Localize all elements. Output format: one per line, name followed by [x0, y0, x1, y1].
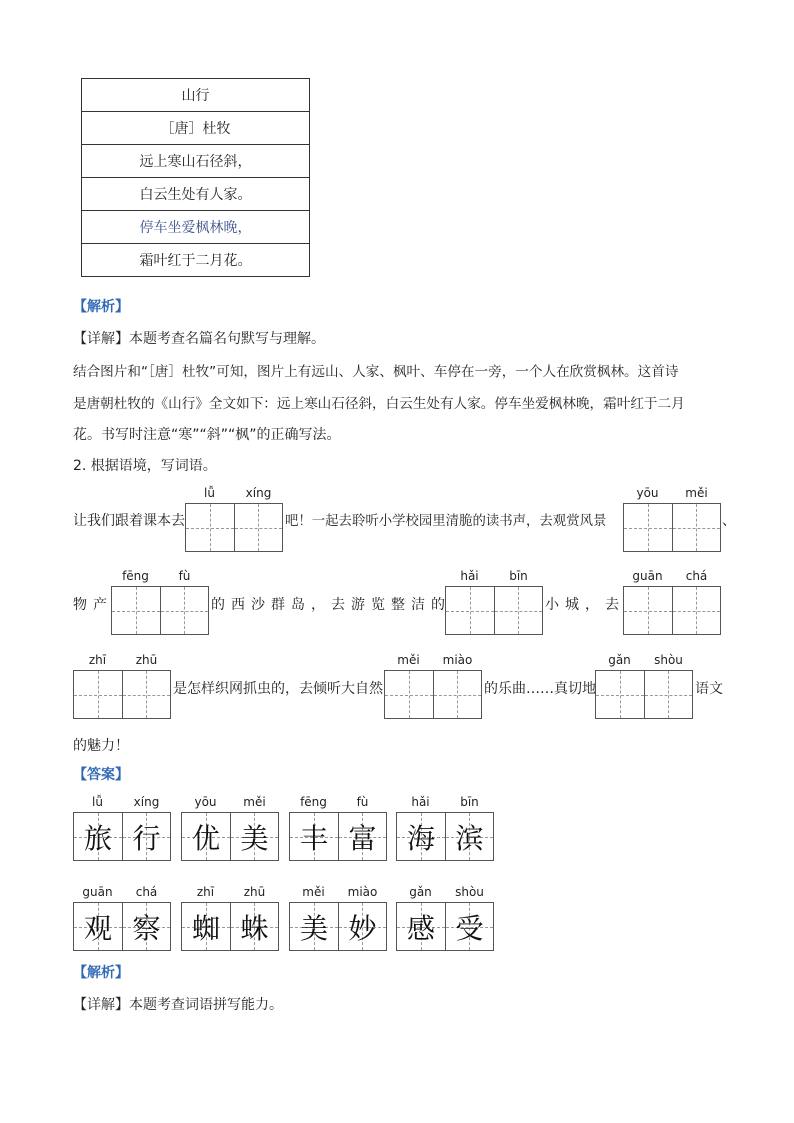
answer-char: 优 — [191, 821, 220, 855]
writing-box-zhizhu[interactable] — [73, 670, 171, 719]
answer-char: 受 — [455, 911, 484, 945]
answer-char: 蛛 — [240, 911, 269, 945]
answer-char: 观 — [83, 911, 112, 945]
sentence-text: 吧！一起去聆听小学校园里清脆的读书声，去观赏风景 — [285, 514, 607, 529]
analysis-detail: 【详解】本题考查名篇名句默写与理解。 — [73, 331, 325, 347]
answer-char: 美 — [299, 911, 328, 945]
answer-box-fengfu — [289, 812, 387, 861]
answer-char: 感 — [406, 911, 435, 945]
pinyin: měi — [243, 795, 266, 809]
pinyin: měi — [685, 486, 708, 500]
pinyin: fù — [178, 569, 191, 583]
pinyin: guān — [82, 885, 113, 899]
pinyin: zhī — [196, 885, 215, 899]
answer-box-ganshou — [396, 902, 494, 951]
pinyin: hǎi — [460, 569, 479, 583]
pinyin: shòu — [654, 653, 683, 667]
sentence-text: 的魅力！ — [73, 738, 129, 754]
answer-char: 妙 — [348, 911, 377, 945]
pinyin: měi — [397, 653, 420, 667]
answer-char: 旅 — [83, 821, 112, 855]
pinyin: miào — [347, 885, 378, 899]
answer-char: 丰 — [299, 821, 328, 855]
poem-line-4: 霜叶红于二月花。 — [82, 244, 310, 277]
poem-line-3: 停车坐爱枫林晚， — [82, 211, 310, 244]
pinyin: xíng — [245, 486, 272, 500]
analysis-line-2: 是唐朝杜牧的《山行》全文如下：远上寒山石径斜，白云生处有人家。停车坐爱枫林晚，霜叶红于二月 — [73, 396, 685, 412]
poem-title: 山行 — [82, 79, 310, 112]
pinyin: fù — [356, 795, 369, 809]
answer-box-youmei — [181, 812, 279, 861]
pinyin: bīn — [509, 569, 528, 583]
sentence-text: 物产 — [73, 597, 113, 613]
sentence-text: 的乐曲……真切地 — [484, 681, 596, 697]
sentence-text: 小城，去 — [545, 597, 625, 613]
analysis-detail: 【详解】本题考查词语拼写能力。 — [73, 997, 283, 1013]
answer-char: 察 — [132, 911, 161, 945]
writing-box-haibin[interactable] — [445, 586, 543, 635]
answer-char: 蜘 — [191, 911, 220, 945]
pinyin: zhū — [243, 885, 266, 899]
pinyin: yōu — [636, 486, 659, 500]
analysis-line-1: 结合图片和“［唐］杜牧”可知，图片上有远山、人家、枫叶、车停在一旁，一个人在欣赏枫林。这首诗 — [73, 364, 679, 380]
sentence-text: 是怎样织网抓虫的，去倾听大自然 — [173, 681, 383, 697]
answer-box-guancha — [73, 902, 171, 951]
poem-author: ［唐］杜牧 — [82, 112, 310, 145]
writing-box-fengfu[interactable] — [111, 586, 209, 635]
pinyin: miào — [442, 653, 473, 667]
pinyin: hǎi — [411, 795, 430, 809]
pinyin: xíng — [133, 795, 160, 809]
answer-box-haibin — [396, 812, 494, 861]
pinyin: fēng — [300, 795, 327, 809]
answer-tag: 【答案】 — [73, 767, 129, 783]
pinyin: lǚ — [92, 795, 103, 809]
question-title: 2. 根据语境，写词语。 — [73, 458, 217, 474]
analysis-line-3: 花。书写时注意“寒”“斜”“枫”的正确写法。 — [73, 427, 341, 443]
poem-line-1: 远上寒山石径斜， — [82, 145, 310, 178]
pinyin: bīn — [460, 795, 479, 809]
pinyin: chá — [135, 885, 158, 899]
pinyin: gǎn — [608, 653, 631, 667]
answer-char: 美 — [240, 821, 269, 855]
answer-box-lvxing — [73, 812, 171, 861]
analysis-tag: 【解析】 — [73, 299, 129, 315]
sentence-text: 语文 — [695, 681, 723, 697]
analysis-tag: 【解析】 — [73, 965, 129, 981]
poem-table — [81, 78, 310, 277]
answer-char: 行 — [132, 821, 161, 855]
writing-box-guancha[interactable] — [623, 586, 721, 635]
answer-char: 滨 — [455, 821, 484, 855]
sentence-text: 让我们跟着课本去 — [73, 513, 185, 529]
pinyin: yōu — [194, 795, 217, 809]
sentence-text: 、 — [722, 513, 736, 529]
sentence-text: 的西沙群岛，去游览整洁的 — [211, 597, 451, 613]
pinyin: chá — [685, 569, 708, 583]
pinyin: zhū — [135, 653, 158, 667]
writing-box-youmei[interactable] — [623, 503, 721, 552]
writing-box-ganshou[interactable] — [595, 670, 693, 719]
answer-box-zhizhu — [181, 902, 279, 951]
writing-box-meimiao[interactable] — [384, 670, 482, 719]
answer-char: 海 — [406, 821, 435, 855]
pinyin: fēng — [122, 569, 149, 583]
writing-box-lvxing[interactable] — [185, 503, 283, 552]
pinyin: guān — [632, 569, 663, 583]
pinyin: měi — [302, 885, 325, 899]
answer-box-meimiao — [289, 902, 387, 951]
poem-line-2: 白云生处有人家。 — [82, 178, 310, 211]
pinyin: gǎn — [409, 885, 432, 899]
answer-char: 富 — [348, 821, 377, 855]
pinyin: zhī — [88, 653, 107, 667]
pinyin: shòu — [455, 885, 484, 899]
pinyin: lǚ — [204, 486, 215, 500]
